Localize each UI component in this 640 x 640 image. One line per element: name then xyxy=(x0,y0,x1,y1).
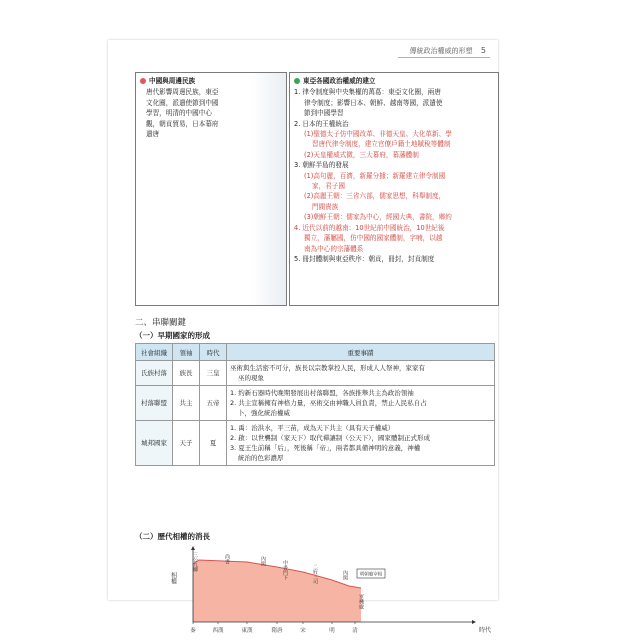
era-annotation: 軍機處 xyxy=(358,594,364,609)
era-annotation: 中書門下 xyxy=(282,560,288,580)
col-header-leader: 領袖 xyxy=(173,344,200,361)
event-line: 3. 夏王生前稱「后」，死後稱「帝」，兩者都具備神明的意義，神權 xyxy=(230,444,421,452)
right-box-item xyxy=(294,160,498,170)
right-box-line: (2)天皇權威式微，三大幕府，幕藩體制 xyxy=(304,150,419,159)
right-box-line: (3)朝鮮王朝：儒家為中心，經國大典，書院，鄉約 xyxy=(304,213,452,222)
right-box-item xyxy=(294,129,498,150)
subsection-heading-2: （二）歷代相權的消長 xyxy=(135,532,210,541)
era-annotation: 二府三司 xyxy=(312,564,318,584)
cell-leader: 天子 xyxy=(173,421,200,466)
table-row xyxy=(136,421,495,466)
cell-era: 夏 xyxy=(200,421,227,466)
left-summary-box xyxy=(135,72,287,306)
era-annotation: 三公九卿 xyxy=(192,552,198,572)
right-box-item xyxy=(294,191,498,212)
cell-events xyxy=(227,386,495,421)
x-tick-label: 秦 xyxy=(190,628,196,634)
era-annotation: 內閣 xyxy=(260,556,266,566)
right-box-line: (1)高句麗，百濟，新羅分據；新羅建立律令制國 xyxy=(304,171,446,180)
table-row xyxy=(136,361,495,386)
note-box-text: 明朝廢宰相 xyxy=(359,572,383,578)
col-header-events: 重要事蹟 xyxy=(227,344,495,361)
event-line: 卜，強化統治權威 xyxy=(238,409,290,417)
right-box-line: 門閥貴族 xyxy=(312,202,339,211)
era-annotation: 尚書 xyxy=(224,554,230,564)
left-box-line: 遣唐 xyxy=(146,130,160,139)
event-line: 巫的現象 xyxy=(238,374,264,382)
red-bullet-icon xyxy=(140,78,146,84)
right-box-item xyxy=(294,212,498,222)
event-line: 統治的色彩濃厚 xyxy=(238,454,284,462)
right-box-line: 節到中國學習 xyxy=(304,109,344,118)
left-box-text xyxy=(146,87,256,139)
left-box-title: 中國與周邊民族 xyxy=(140,76,282,86)
right-summary-box xyxy=(289,72,499,306)
cell-events xyxy=(227,361,495,386)
section-heading: 二、串聯關鍵 xyxy=(135,318,187,328)
cell-events xyxy=(227,421,495,466)
era-annotation: 內閣 xyxy=(342,570,348,580)
right-box-line: 3. 朝鮮半島的發展 xyxy=(294,161,349,170)
early-state-table xyxy=(135,343,495,466)
right-box-line: 家，君子國 xyxy=(312,182,345,191)
cell-org: 村落聯盟 xyxy=(136,386,173,421)
event-line: 巫術與生活密不可分，族長以宗教掌控人民，形成人人祭神，家家有 xyxy=(230,364,425,372)
header-rule xyxy=(398,57,490,58)
right-box-line: 1. 律令制度與中央集權的萬葛：東亞文化圈，兩唐 xyxy=(294,88,441,97)
right-box-title: 東亞各國政治權威的建立 xyxy=(294,76,494,86)
cell-org: 氏族村落 xyxy=(136,361,173,386)
page-number: 5 xyxy=(480,46,486,55)
subsection-heading-1: （一）早期國家的形成 xyxy=(135,331,210,340)
green-bullet-icon xyxy=(294,78,300,84)
chancellor-power-chart xyxy=(135,544,495,638)
x-tick-label: 東漢 xyxy=(241,628,253,634)
right-box-line: 4. 近代以前的越南：10世紀前中國統治，10世紀後 xyxy=(294,223,445,232)
right-box-line: 5. 冊封體制與東亞秩序：朝貢，冊封，封貢制度 xyxy=(294,254,435,263)
left-box-line: 學習，明清的中國中心 xyxy=(146,109,212,118)
y-axis-arrow-icon xyxy=(191,546,195,550)
right-box-item xyxy=(294,254,498,264)
event-line: 1. 禹：治洪水，平三苗，成為天下共主（具有天子權威） xyxy=(230,424,395,432)
left-box-shade xyxy=(251,73,286,305)
y-axis-label: 相權 xyxy=(169,572,177,584)
right-box-line: 律令制度；影響日本、朝鮮、越南等國，派遣使 xyxy=(304,98,443,107)
cell-era: 三皇 xyxy=(200,361,227,386)
right-box-item xyxy=(294,171,498,192)
book-page xyxy=(108,40,498,634)
left-box-line: 觀，朝貢貿易，日本幕府 xyxy=(146,119,219,128)
running-header xyxy=(410,46,486,56)
right-box-line: 習唐代律令制度，建立官僚戶籍土地賦稅等體制 xyxy=(312,140,451,149)
cell-era: 五帝 xyxy=(200,386,227,421)
right-box-line: 南為中心的宗藩體系 xyxy=(304,244,364,253)
right-box-line: (2)高麗王朝：三省六部，儒家思想，科舉制度， xyxy=(304,192,446,201)
col-header-era: 時代 xyxy=(200,344,227,361)
x-axis-arrow-icon xyxy=(472,620,476,624)
right-box-line: 獨立，藩屬國，仿中國的國家體制，字喃，以越 xyxy=(304,234,443,243)
x-tick-label: 宋 xyxy=(300,628,306,634)
right-box-line: 2. 日本的王權統治 xyxy=(294,119,349,128)
x-tick-label: 明 xyxy=(329,628,335,634)
cell-leader: 族長 xyxy=(173,361,200,386)
cell-org: 城邦國家 xyxy=(136,421,173,466)
right-box-item xyxy=(294,223,498,254)
area-fill xyxy=(193,560,361,622)
event-line: 1. 約新石器時代晚期發展出村落聯盟，各族推舉共主為政治領袖 xyxy=(230,389,414,397)
x-tick-label: 西漢 xyxy=(212,628,224,634)
x-tick-label: 清 xyxy=(352,628,358,634)
right-box-item xyxy=(294,119,498,129)
event-line: 2. 啟：以世襲制（家天下）取代禪讓制（公天下），國家體制正式形成 xyxy=(230,434,431,442)
right-box-list xyxy=(290,87,498,264)
chart-svg xyxy=(135,544,495,638)
header-title: 傳統政治權威的形塑 xyxy=(409,47,473,55)
right-box-line: (1)聖德太子仿中國改革、非德天皇、大化革新、學 xyxy=(304,130,452,139)
right-box-item xyxy=(294,150,498,160)
col-header-org: 社會組織 xyxy=(136,344,173,361)
x-tick-label: 隋唐 xyxy=(271,628,283,634)
left-box-line: 文化圈，派遣使節到中國 xyxy=(146,98,219,107)
x-axis-label: 時代 xyxy=(479,627,492,634)
left-box-line: 唐代影響周邊民族，東亞 xyxy=(146,88,219,97)
cell-leader: 共主 xyxy=(173,386,200,421)
table-row xyxy=(136,386,495,421)
event-line: 2. 共主宣稱擁有神格力量，巫術交由神職人員負責，禁止人民私自占 xyxy=(230,399,427,407)
right-box-item xyxy=(294,87,498,118)
